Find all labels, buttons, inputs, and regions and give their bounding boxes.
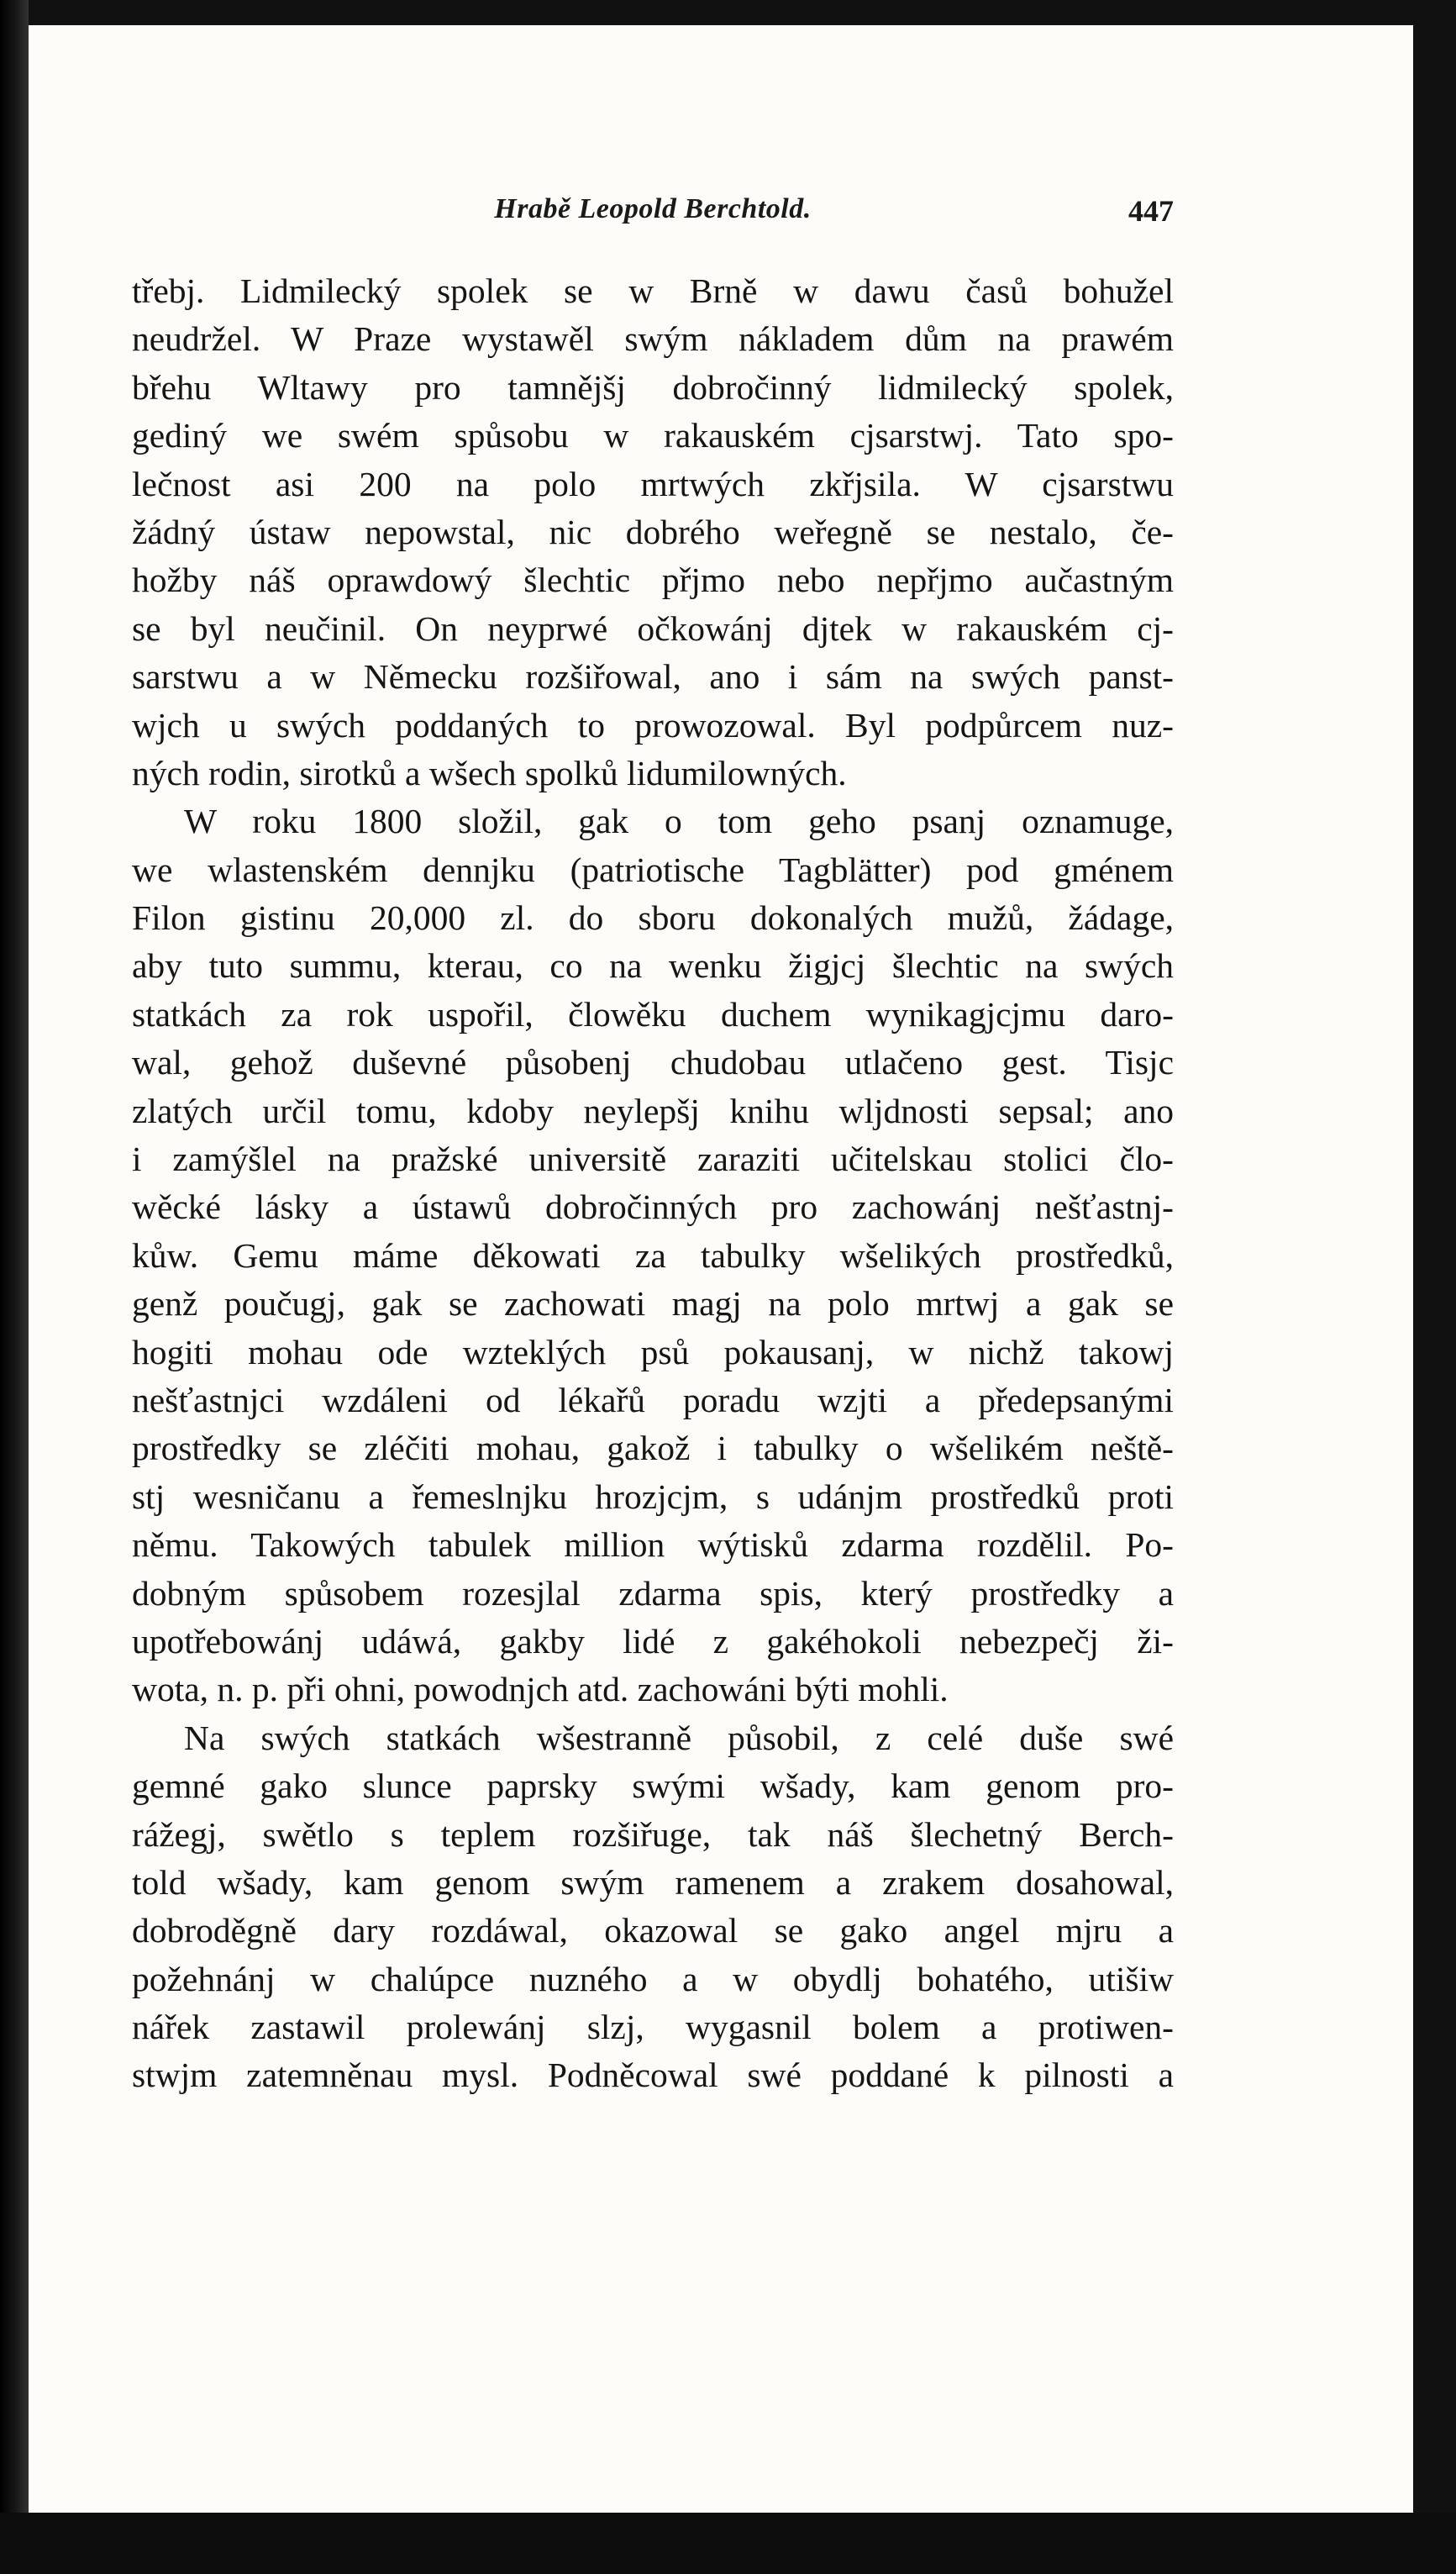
text-line: se byl neučinil. On neyprwé očkowánj djtek w rakauském cj- — [132, 608, 1174, 648]
running-title: Hrabě Leopold Berchtold. — [494, 193, 812, 224]
text-line: i zamýšlel na pražské universitě zaraziti učitelskau stolici člo- — [132, 1140, 1174, 1179]
text-line: nešťastnjci wzdáleni od lékařů poradu wzjti a předepsanými — [132, 1380, 1174, 1419]
text-line: Filon gistinu 20,000 zl. do sboru dokonalých mužů, žádage, — [132, 898, 1174, 938]
text-line: we wlastenském dennjku (patriotische Tagblätter) pod gménem — [132, 850, 1174, 889]
text-line: ných rodin, sirotků a wšech spolků lidumilowných. — [132, 753, 847, 792]
page-header — [132, 193, 1174, 244]
text-line: dobroděgně dary rozdáwal, okazowal se gako angel mjru a — [132, 1911, 1174, 1950]
text-line: nářek zastawil prolewánj slzj, wygasnil bolem a protiwen- — [132, 2008, 1174, 2047]
text-line: hogiti mohau ode wzteklých psů pokausanj, w nichž takowj — [132, 1332, 1174, 1371]
text-line: genž poučugj, gak se zachowati magj na polo mrtwj a gak se — [132, 1284, 1174, 1324]
page-number: 447 — [1128, 194, 1174, 228]
text-line: stj wesničanu a řemeslnjku hrozjcjm, s udánjm prostředků proti — [132, 1476, 1174, 1516]
text-line: neudržel. W Praze wystawěl swým nákladem dům na prawém — [132, 319, 1174, 359]
text-line: břehu Wltawy pro tamnějšj dobročinný lidmilecký spolek, — [132, 367, 1174, 407]
text-line: wota, n. p. při ohni, powodnjch atd. zachowáni býti mohli. — [132, 1670, 949, 1709]
text-line: požehnánj w chalúpce nuzného a w obydlj bohatého, utišiw — [132, 1959, 1174, 1998]
text-line: lečnost asi 200 na polo mrtwých zkřjsila. W cjsarstwu — [132, 464, 1174, 503]
text-line: žádný ústaw nepowstal, nic dobrého weřegně se nestalo, če- — [132, 512, 1174, 551]
text-line: němu. Takowých tabulek million wýtisků zdarma rozdělil. Po- — [132, 1525, 1174, 1565]
text-line: gemné gako slunce paprsky swými wšady, kam genom pro- — [132, 1766, 1174, 1806]
text-line: stwjm zatemněnau mysl. Podněcowal swé poddané k pilnosti a — [132, 2056, 1174, 2095]
text-line: wal, gehož duševné působenj chudobau utlačeno gest. Tisjc — [132, 1043, 1174, 1082]
scan-bottom-edge — [0, 2513, 1456, 2574]
text-line: zlatých určil tomu, kdoby neylepšj knihu wljdnosti sepsal; ano — [132, 1091, 1174, 1130]
text-line: wjch u swých poddaných to prowozowal. Byl podpůrcem nuz- — [132, 705, 1174, 745]
text-line: kůw. Gemu máme děkowati za tabulky wšelikých prostředků, — [132, 1235, 1174, 1275]
text-line: hožby náš oprawdowý šlechtic přjmo nebo nepřjmo aučastným — [132, 561, 1174, 600]
text-line: prostředky se zléčiti mohau, gakož i tabulky o wšelikém neště- — [132, 1429, 1174, 1468]
body-text — [132, 267, 1174, 2100]
text-line: W roku 1800 složil, gak o tom geho psanj oznamuge, — [184, 802, 1174, 841]
text-line: třebj. Lidmilecký spolek se w Brně w dawu časů bohužel — [132, 271, 1174, 310]
text-line: Na swých statkách wšestranně působil, z celé duše swé — [184, 1718, 1174, 1757]
text-line: statkách za rok uspořil, člowěku duchem wynikagjcjmu daro- — [132, 994, 1174, 1034]
text-line: dobným spůsobem rozesjlal zdarma spis, který prostředky a — [132, 1573, 1174, 1613]
text-line: told wšady, kam genom swým ramenem a zrakem dosahowal, — [132, 1862, 1174, 1902]
text-line: rážegj, swětlo s teplem rozšiřuge, tak náš šlechetný Berch- — [132, 1814, 1174, 1854]
text-line: upotřebowánj udáwá, gakby lidé z gakéhokoli nebezpečj ži- — [132, 1621, 1174, 1661]
scan-left-edge — [0, 0, 29, 2574]
text-line: aby tuto summu, kterau, co na wenku žigjcj šlechtic na swých — [132, 946, 1174, 986]
text-line: wěcké lásky a ústawů dobročinných pro zachowánj nešťastnj- — [132, 1187, 1174, 1227]
text-line: sarstwu a w Německu rozšiřowal, ano i sám na swých panst- — [132, 657, 1174, 697]
text-line: gediný we swém spůsobu w rakauském cjsarstwj. Tato spo- — [132, 416, 1174, 455]
